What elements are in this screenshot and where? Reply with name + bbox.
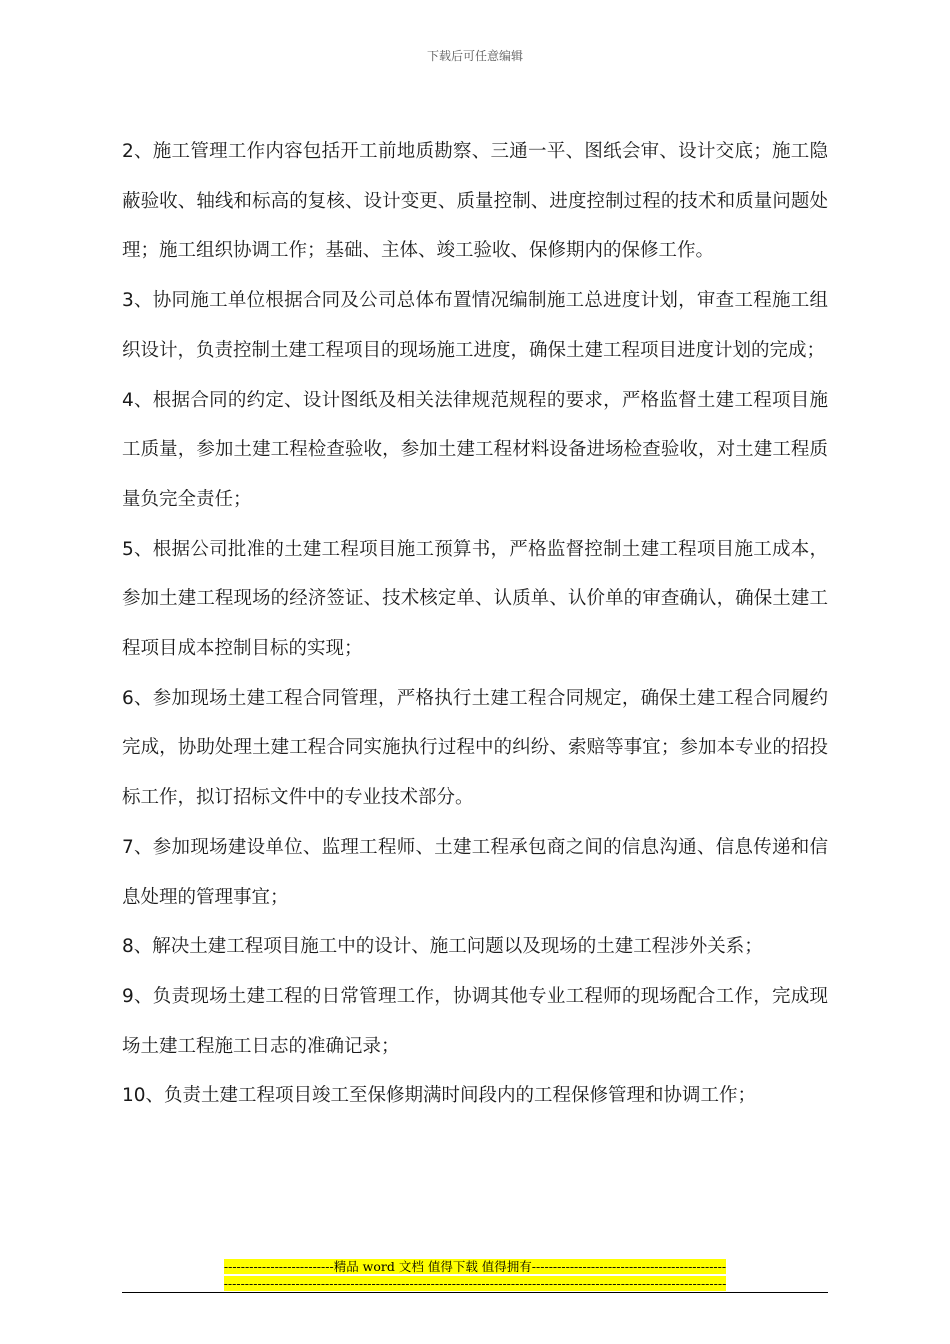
paragraph-item-5: 5、根据公司批准的土建工程项目施工预算书，严格监督控制土建工程项目施工成本，参加土建工程现场的经济签证、技术核定单、认质单、认价单的审查确认，确保土建工程项目成本控制目标的实现； (122, 538, 828, 660)
paragraph-item-8: 8、解决土建工程项目施工中的设计、施工问题以及现场的土建工程涉外关系； (122, 936, 763, 958)
footer-banner-line-2 (0, 1276, 950, 1291)
paragraph-item-4: 4、根据合同的约定、设计图纸及相关法律规范规程的要求，严格监督土建工程项目施工质量，参加土建工程检查验收，参加土建工程材料设备进场检查验收，对土建工程质量负完全责任； (122, 389, 828, 510)
footer-banner-line-1 (0, 1259, 950, 1274)
paragraph-item-10: 10、负责土建工程项目竣工至保修期满时间段内的工程保修管理和协调工作； (122, 1085, 757, 1107)
paragraph-item-9: 9、负责现场土建工程的日常管理工作，协调其他专业工程师的现场配合工作，完成现场土建工程施工日志的准确记录； (122, 985, 828, 1057)
paragraph-item-6: 6、参加现场土建工程合同管理，严格执行土建工程合同规定，确保土建工程合同履约完成，协助处理土建工程合同实施执行过程中的纠纷、索赔等事宜；参加本专业的招投标工作，拟订招标文件中的专业技术部分。 (122, 687, 828, 809)
footer-rule (122, 1292, 828, 1293)
paragraph-item-7: 7、参加现场建设单位、监理工程师、土建工程承包商之间的信息沟通、信息传递和信息处理的管理事宜； (122, 836, 828, 908)
footer-banner-text: --------------------------精品 word 文档 值得下载 值得拥有---------------------------------------------- (223, 1259, 727, 1274)
document-body (122, 127, 828, 1121)
paragraph-item-3: 3、协同施工单位根据合同及公司总体布置情况编制施工总进度计划，审查工程施工组织设计，负责控制土建工程项目的现场施工进度，确保土建工程项目进度计划的完成； (122, 290, 828, 361)
footer-dash-text: ----------------------------------------------------------------------------------------------------------------------- (223, 1276, 727, 1291)
page-header: 下载后可任意编辑 (426, 49, 523, 63)
paragraph-item-2: 2、施工管理工作内容包括开工前地质勘察、三通一平、图纸会审、设计交底；施工隐蔽验收、轴线和标高的复核、设计变更、质量控制、进度控制过程的技术和质量问题处理；施工组织协调工作；基础、主体、竣工验收、保修期内的保修工作。 (122, 141, 828, 262)
